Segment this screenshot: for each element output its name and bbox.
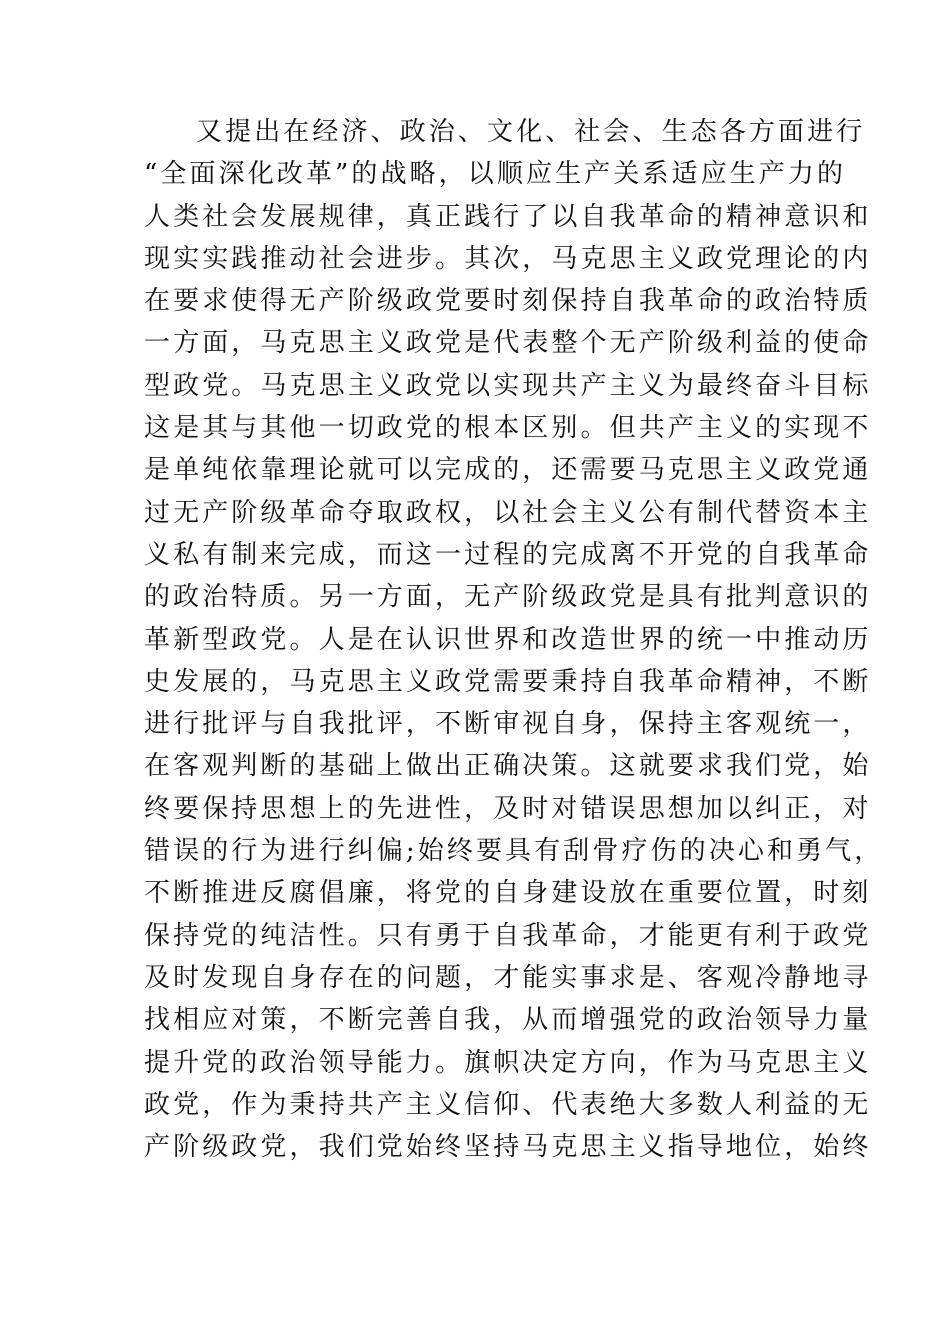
text-line: 在客观判断的基础上做出正确决策。这就要求我们党，始 bbox=[144, 751, 872, 782]
text-line: 史发展的，马克思主义政党需要秉持自我革命精神，不断 bbox=[144, 666, 872, 697]
text-line: 进行批评与自我批评，不断审视自身，保持主客观统一， bbox=[144, 709, 872, 740]
text-line: 在要求使得无产阶级政党要时刻保持自我革命的政治特质 bbox=[144, 286, 872, 317]
text-line: 保持党的纯洁性。只有勇于自我革命，才能更有利于政党 bbox=[144, 920, 872, 951]
text-line: 终要保持思想上的先进性，及时对错误思想加以纠正，对 bbox=[144, 793, 872, 824]
text-line: 产阶级政党，我们党始终坚持马克思主义指导地位，始终 bbox=[144, 1132, 872, 1163]
text-line: 找相应对策，不断完善自我，从而增强党的政治领导力量 bbox=[144, 1005, 872, 1036]
text-line: 不断推进反腐倡廉，将党的自身建设放在重要位置，时刻 bbox=[144, 878, 872, 909]
text-line: 型政党。马克思主义政党以实现共产主义为最终奋斗目标 bbox=[144, 370, 872, 401]
text-line: 人类社会发展规律，真正践行了以自我革命的精神意识和 bbox=[144, 201, 872, 232]
text-line: 政党，作为秉持共产主义信仰、代表绝大多数人利益的无 bbox=[144, 1089, 872, 1120]
text-line: 一方面，马克思主义政党是代表整个无产阶级利益的使命 bbox=[144, 328, 872, 359]
text-line: 现实实践推动社会进步。其次，马克思主义政党理论的内 bbox=[144, 243, 872, 274]
text-line: 革新型政党。人是在认识世界和改造世界的统一中推动历 bbox=[144, 624, 872, 655]
text-line: 提升党的政治领导能力。旗帜决定方向，作为马克思主义 bbox=[144, 1047, 872, 1078]
text-line: 及时发现自身存在的问题，才能实事求是、客观冷静地寻 bbox=[144, 962, 872, 993]
text-line: 过无产阶级革命夺取政权，以社会主义公有制代替资本主 bbox=[144, 497, 872, 528]
text-line: 是单纯依靠理论就可以完成的，还需要马克思主义政党通 bbox=[144, 455, 872, 486]
text-line: “全面深化改革”的战略，以顺应生产关系适应生产力的 bbox=[144, 159, 847, 190]
text-line: 又提出在经济、政治、文化、社会、生态各方面进行 bbox=[196, 117, 866, 147]
text-line: 错误的行为进行纠偏;始终要具有刮骨疗伤的决心和勇气， bbox=[144, 836, 884, 867]
text-line: 义私有制来完成，而这一过程的完成离不开党的自我革命 bbox=[144, 539, 872, 570]
body-text bbox=[144, 111, 884, 1168]
text-line: 这是其与其他一切政党的根本区别。但共产主义的实现不 bbox=[144, 413, 872, 444]
text-line: 的政治特质。另一方面，无产阶级政党是具有批判意识的 bbox=[144, 582, 872, 613]
